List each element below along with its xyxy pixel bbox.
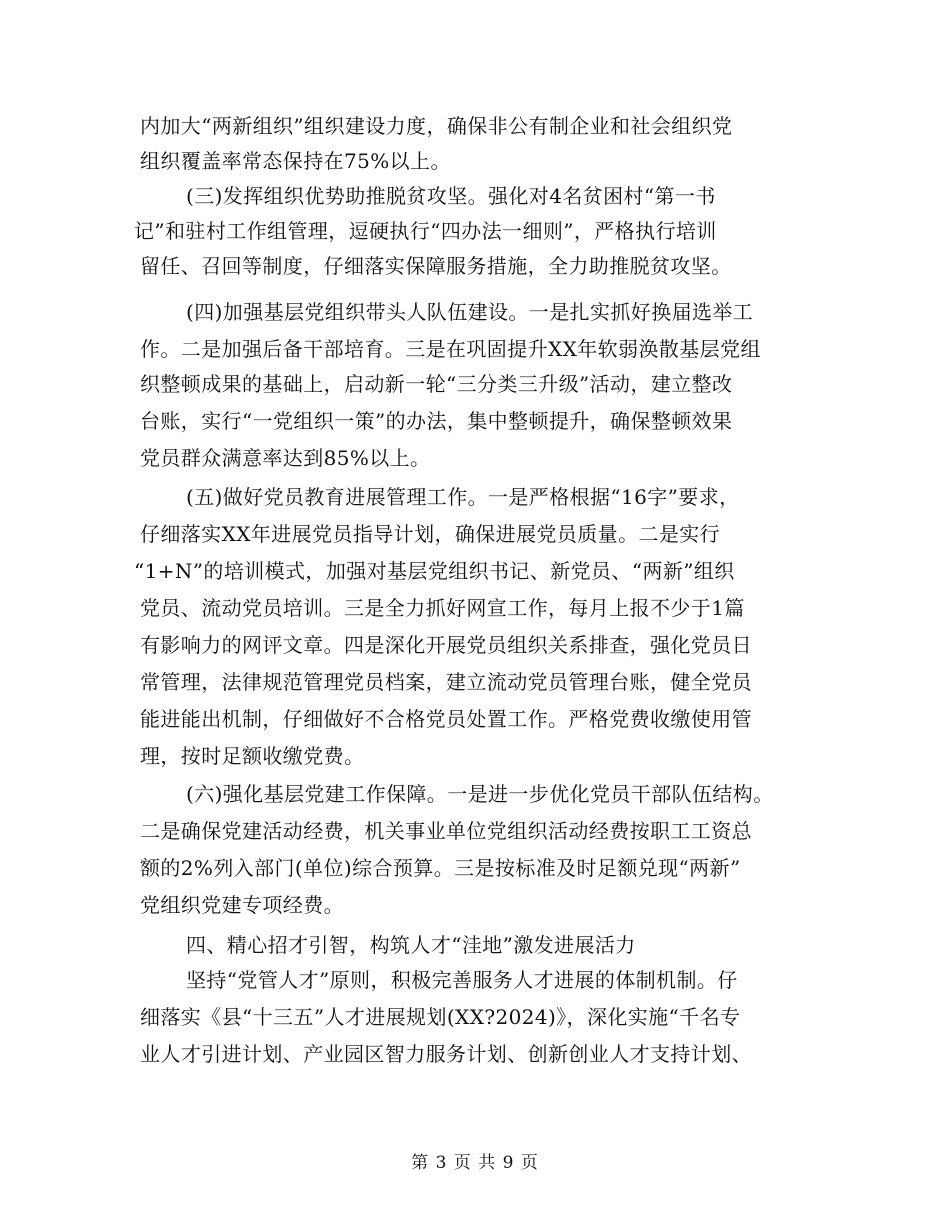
body-text-line: 内加大“两新组织”组织建设力度，确保非公有制企业和社会组织党: [140, 114, 733, 138]
body-text-line: 额的2%列入部门(单位)综合预算。三是按标准及时足额兑现“两新”: [140, 856, 741, 880]
body-text-line: 党员群众满意率达到85%以上。: [140, 446, 431, 470]
body-text-line: 细落实《县“十三五”人才进展规划(XX?2024)》，深化实施“千名专: [140, 1005, 741, 1029]
body-text-line: 党组织党建专项经费。: [140, 893, 344, 917]
body-text-line: 二是确保党建活动经费，机关事业单位党组织活动经费按职工工资总: [140, 819, 752, 843]
body-text-line: 仔细落实XX年进展党员指导计划，确保进展党员质量。二是实行: [140, 522, 721, 546]
body-text-line: 作。二是加强后备干部培育。三是在巩固提升XX年软弱涣散基层党组: [140, 337, 761, 361]
paragraph-heading-6: (六)强化基层党建工作保障。一是进一步优化党员干部队伍结构。: [186, 782, 774, 806]
body-text-line: 台账，实行“一党组织一策”的办法，集中整顿提升，确保整顿效果: [140, 409, 733, 433]
body-text-line: 能进能出机制，仔细做好不合格党员处置工作。严格党费收缴使用管: [140, 707, 752, 731]
body-text-line: 组织覆盖率常态保持在75%以上。: [140, 149, 451, 173]
body-text-line: 坚持“党管人才”原则，积极完善服务人才进展的体制机制。仔: [186, 968, 738, 992]
paragraph-heading-3: (三)发挥组织优势助推脱贫攻坚。强化对4名贫困村“第一书: [186, 184, 716, 208]
section-heading: 四、精心招才引智，构筑人才“洼地”激发进展活力: [186, 933, 636, 957]
body-text-line: 记”和驻村工作组管理，逗硬执行“四办法一细则”，严格执行培训: [134, 219, 717, 243]
body-text-line: 留任、召回等制度，仔细落实保障服务措施，全力助推脱贫攻坚。: [140, 254, 732, 278]
body-text-line: 有影响力的网评文章。四是深化开展党员组织关系排查，强化党员日: [140, 633, 752, 657]
paragraph-heading-4: (四)加强基层党组织带头人队伍建设。一是扎实抓好换届选举工: [186, 300, 754, 324]
body-text-line: 织整顿成果的基础上，启动新一轮“三分类三升级”活动，建立整改: [140, 372, 733, 396]
body-text-line: 业人才引进计划、产业园区智力服务计划、创新创业人才支持计划、: [140, 1042, 752, 1066]
paragraph-heading-5: (五)做好党员教育进展管理工作。一是严格根据“16字”要求，: [186, 485, 740, 509]
body-text-line: 理，按时足额收缴党费。: [140, 744, 365, 768]
body-text-line: 常管理，法律规范管理党员档案，建立流动党员管理台账，健全党员: [140, 670, 752, 694]
body-text-line: 党员、流动党员培训。三是全力抓好网宣工作，每月上报不少于1篇: [140, 596, 745, 620]
page-number-footer: 第 3 页 共 9 页: [411, 1153, 539, 1173]
body-text-line: “1+N”的培训模式，加强对基层党组织书记、新党员、“两新”组织: [134, 559, 735, 583]
